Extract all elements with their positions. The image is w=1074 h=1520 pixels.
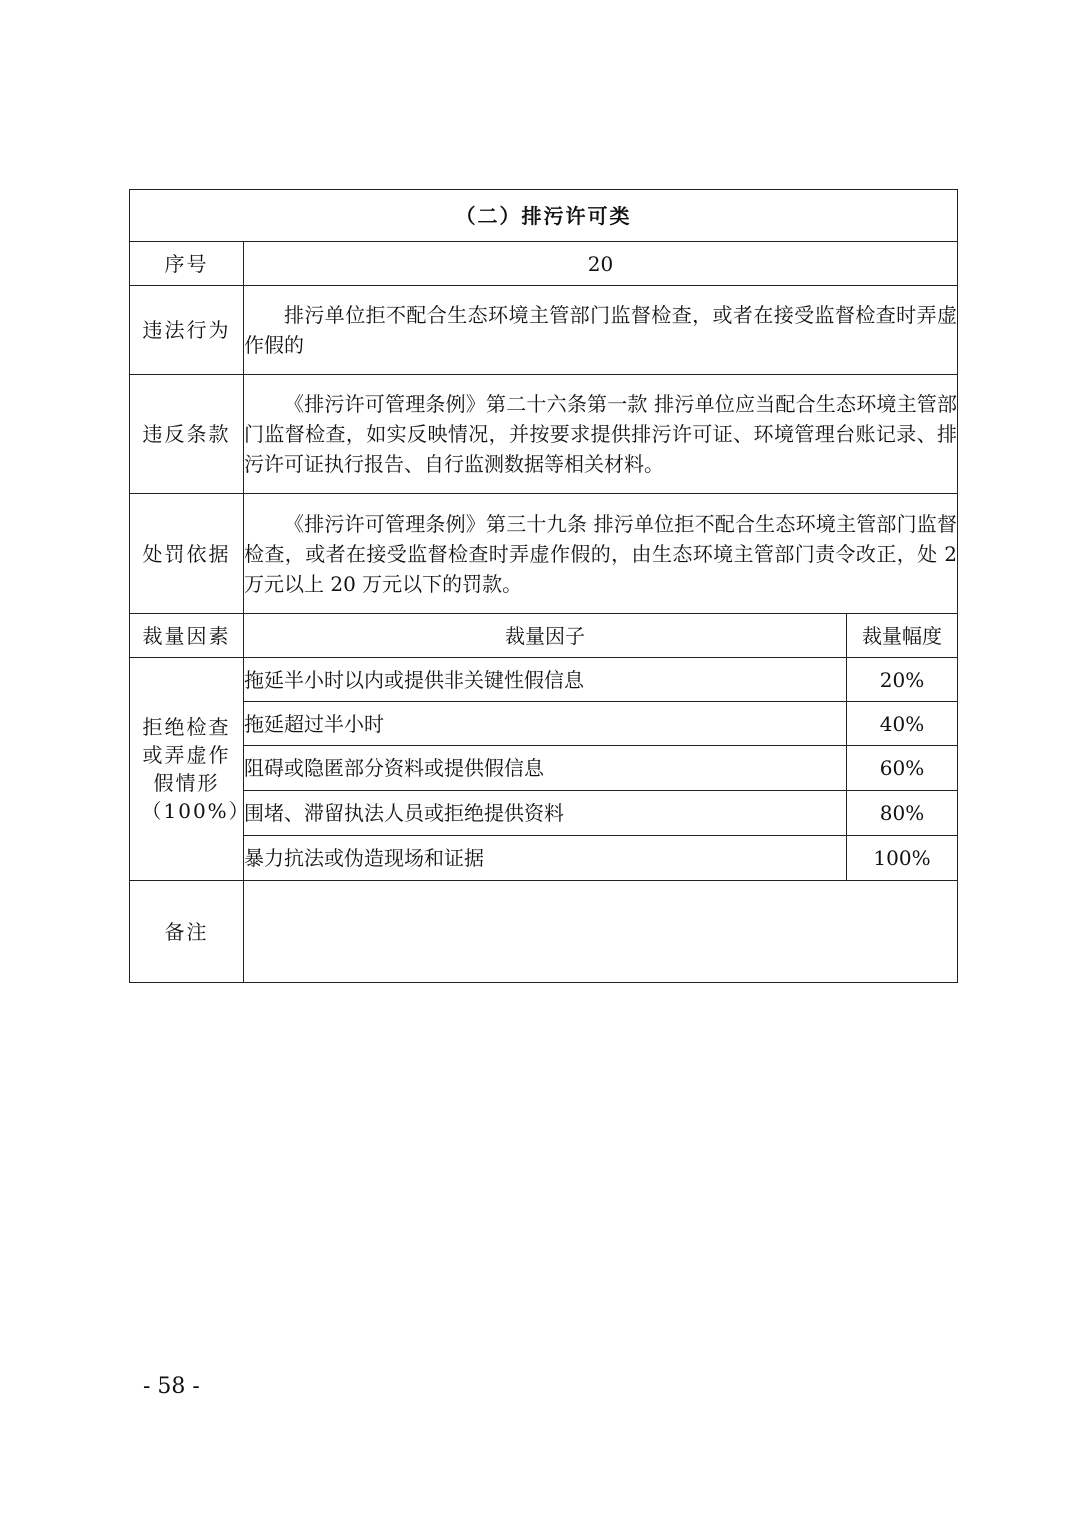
- category-line: 假情形: [153, 770, 220, 795]
- violation-cell: [244, 286, 958, 375]
- regulation-table: [129, 189, 958, 983]
- category-line: （100%）: [141, 798, 251, 823]
- remarks-label: 备注: [130, 881, 244, 983]
- range-item: 40%: [847, 702, 958, 746]
- range-item: 100%: [847, 836, 958, 881]
- category-text: [141, 713, 251, 825]
- violation-label: 违法行为: [130, 286, 244, 375]
- serial-label: 序号: [130, 242, 244, 286]
- table-title: （二）排污许可类: [130, 190, 958, 242]
- range-header: 裁量幅度: [847, 614, 958, 658]
- factor-item: 拖延超过半小时: [244, 702, 847, 746]
- penalty-cell: [244, 494, 958, 614]
- range-item: 20%: [847, 658, 958, 702]
- range-item: 60%: [847, 746, 958, 791]
- category-cell: [130, 658, 251, 881]
- factor-header-label: 裁量因素: [130, 614, 244, 658]
- category-line: 拒绝检查: [142, 714, 231, 739]
- penalty-text: 《排污许可管理条例》第三十九条 排污单位拒不配合生态环境主管部门监督检查，或者在接受监督检查时弄虚作假的，由生态环境主管部门责令改正，处 2 万元以上 20 万元以下的罚款。: [244, 511, 957, 596]
- violation-text: 排污单位拒不配合生态环境主管部门监督检查，或者在接受监督检查时弄虚作假的: [244, 303, 957, 357]
- clause-cell: [244, 375, 958, 494]
- category-line: 或弄虚作: [142, 742, 231, 767]
- range-item: 80%: [847, 791, 958, 836]
- clause-text: 《排污许可管理条例》第二十六条第一款 排污单位应当配合生态环境主管部门监督检查，如实反映情况，并按要求提供排污许可证、环境管理台账记录、排污许可证执行报告、自行监测数据等相关材料。: [244, 392, 957, 476]
- factor-item: 拖延半小时以内或提供非关键性假信息: [244, 658, 847, 702]
- factor-header: 裁量因子: [244, 614, 847, 658]
- remarks-value: [244, 881, 958, 983]
- page-number: - 58 -: [143, 1374, 200, 1399]
- penalty-label: 处罚依据: [130, 494, 244, 614]
- factor-item: 阻碍或隐匿部分资料或提供假信息: [244, 746, 847, 791]
- factor-item: 暴力抗法或伪造现场和证据: [244, 836, 847, 881]
- factor-item: 围堵、滞留执法人员或拒绝提供资料: [244, 791, 847, 836]
- clause-label: 违反条款: [130, 375, 244, 494]
- serial-value: 20: [244, 242, 958, 286]
